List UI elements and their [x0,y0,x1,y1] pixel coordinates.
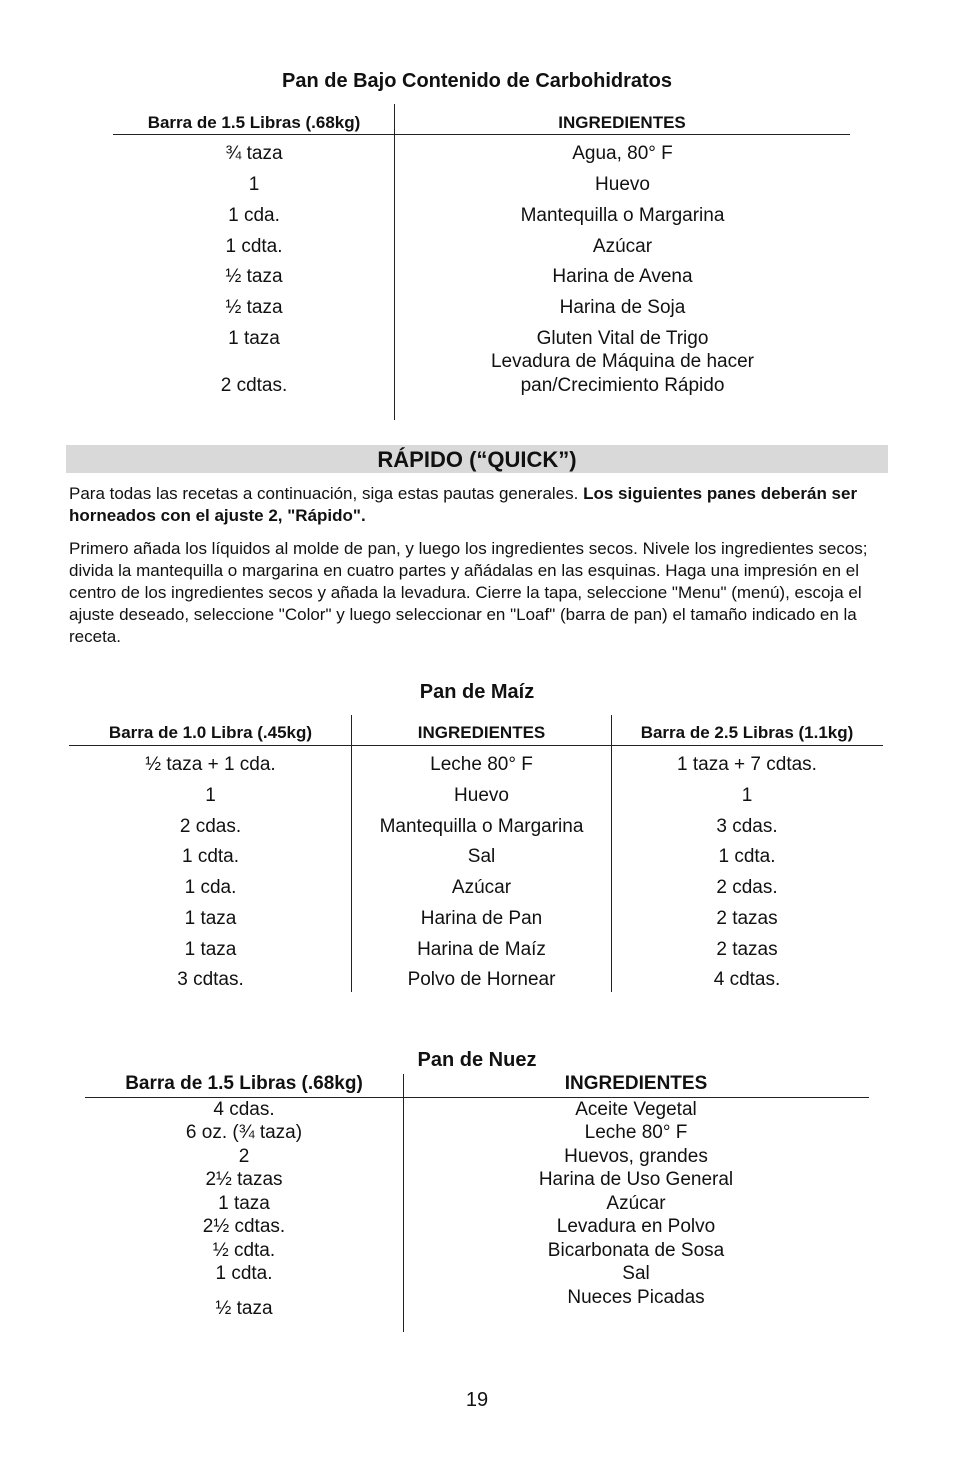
table-cell-amount: 1 [248,174,260,195]
table-cell-large: 3 cdas. [716,816,778,837]
table-cell-ingredient: Agua, 80° F [572,143,673,164]
table-cell-ingredient: Sal [622,1263,650,1284]
table-cell-small: 2 cdas. [179,816,242,837]
table-cell-ingredient: Harina de Avena [552,266,693,287]
section-banner: RÁPIDO (“QUICK”) [66,445,888,473]
table-cell-large: 2 cdas. [716,877,778,898]
recipe2-title: Pan de Maíz [419,681,535,703]
recipe1-title: Pan de Bajo Contenido de Carbohidratos [281,70,673,92]
table-cell-ingredient: Mantequilla o Margarina [379,816,584,837]
table-cell-amount: 2½ tazas [205,1169,283,1190]
table-cell-ingredient: Mantequilla o Margarina [520,205,725,226]
table-cell-small: 1 [205,785,216,806]
recipe2-col-ingredients: INGREDIENTES [417,723,546,742]
table-cell-ingredient: Azúcar [606,1193,666,1214]
recipe3-col-ingredients: INGREDIENTES [564,1073,708,1094]
recipe2-col-small: Barra de 1.0 Libra (.45kg) [108,723,313,742]
table-cell-small: 1 taza [184,908,237,929]
table-cell-large: 1 [741,785,753,806]
table-cell-amount: ½ cdta. [212,1240,276,1261]
table-cell-ingredient: Huevos, grandes [564,1146,708,1167]
recipe3-col-amount: Barra de 1.5 Libras (.68kg) [125,1073,363,1094]
table-cell-ingredient: Azúcar [451,877,512,898]
table-cell-small: 1 cda. [184,877,237,898]
table-cell-ingredient: Nueces Picadas [567,1287,705,1308]
table-cell-ingredient: Sal [467,846,496,867]
table-cell-amount: ½ taza [215,1298,273,1319]
table-cell-ingredient: Harina de Pan [420,908,543,929]
table-cell-ingredient: Leche 80° F [584,1122,688,1143]
recipe1-col-amount: Barra de 1.5 Libras (.68kg) [147,113,361,132]
table-cell-amount: ¾ taza [225,143,283,164]
table-cell-ingredient: Huevo [595,174,650,195]
page-number: 19 [465,1389,489,1411]
table-cell-small: 1 taza [184,939,237,960]
table-cell-amount: 2½ cdtas. [202,1216,286,1237]
table-cell-amount: 1 taza [228,328,280,349]
table-cell-large: 1 taza + 7 cdtas. [677,754,817,775]
table-cell-ingredient: Azúcar [592,236,653,257]
table-cell-ingredient: pan/Crecimiento Rápido [520,375,725,396]
table-cell-amount: 1 cdta. [215,1263,273,1284]
recipe3-title: Pan de Nuez [417,1049,537,1071]
table-cell-ingredient: Levadura de Máquina de hacer [490,351,755,372]
table-cell-ingredient: Aceite Vegetal [575,1099,697,1120]
table-cell-ingredient: Levadura en Polvo [556,1216,716,1237]
table-cell-amount: ½ taza [225,297,283,318]
table-cell-amount: 1 taza [218,1193,270,1214]
table-cell-amount: 1 cdta. [225,236,283,257]
intro-paragraph [69,483,884,527]
recipe2-header-rule [69,745,883,746]
table-cell-ingredient: Harina de Uso General [538,1169,734,1190]
table-cell-ingredient: Harina de Soja [559,297,686,318]
intro-text: Para todas las recetas a continuación, siga estas pautas generales. [69,484,584,503]
recipe1-col-ingredients: INGREDIENTES [558,113,686,132]
table-cell-ingredient: Huevo [454,785,509,806]
table-cell-ingredient: Leche 80° F [430,754,533,775]
table-cell-amount: 1 cda. [228,205,280,226]
table-cell-small: 1 cdta. [181,846,240,867]
table-cell-large: 2 tazas [716,908,778,929]
recipe2-col-large: Barra de 2.5 Libras (1.1kg) [640,723,854,742]
table-cell-ingredient: Bicarbonata de Sosa [547,1240,725,1261]
recipe1-header-rule [113,134,850,135]
instructions-paragraph: Primero añada los líquidos al molde de pan, y luego los ingredientes secos. Nivele los ingredientes secos; divida la mantequilla o margarina en cuatro partes y añádalas en las esquinas. Haga una impresión en el centro de los ingredientes secos y añada la levadura. Cierre la tapa, seleccione "Menu" (menú), escoja el ajuste deseado, seleccione "Color" y luego seleccionar en "Loaf" (barra de pan) el tamaño indicado en la receta. [69,539,868,646]
table-cell-amount: 2 cdtas. [220,375,288,396]
table-cell-large: 2 tazas [716,939,778,960]
table-cell-amount: ½ taza [225,266,283,287]
table-cell-ingredient: Polvo de Hornear [407,969,556,990]
table-cell-large: 1 cdta. [718,846,776,867]
table-cell-amount: 6 oz. (¾ taza) [185,1122,303,1143]
table-cell-large: 4 cdtas. [713,969,781,990]
table-cell-ingredient: Harina de Maíz [417,939,546,960]
table-cell-ingredient: Gluten Vital de Trigo [536,328,709,349]
table-cell-amount: 4 cdas. [213,1099,275,1120]
intro-bold-text: Los siguientes panes deberán ser horneados con el ajuste 2, "Rápido". [69,484,858,525]
table-cell-small: 3 cdtas. [177,969,244,990]
table-cell-amount: 2 [238,1146,250,1167]
table-cell-small: ½ taza + 1 cda. [145,754,276,775]
